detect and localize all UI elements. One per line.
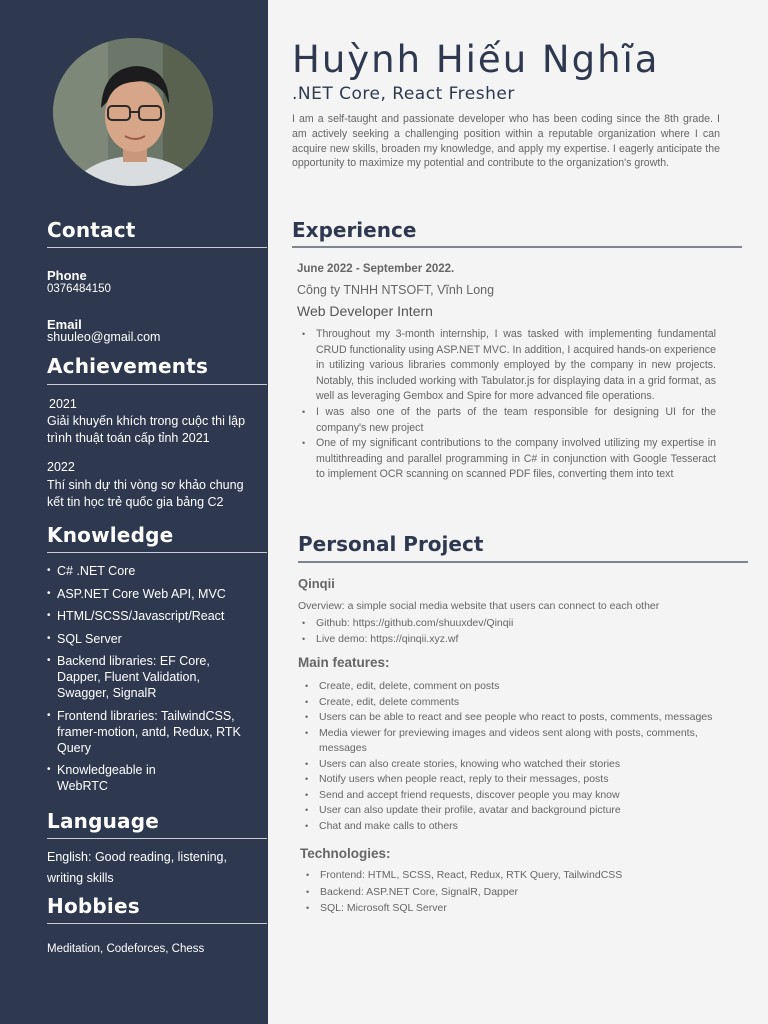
language-text: English: Good reading, listening, writing skills — [47, 850, 227, 885]
hobbies-heading: Hobbies — [47, 894, 140, 918]
achievement-year: 2022 — [47, 460, 75, 474]
experience-bullets — [298, 327, 716, 483]
list-item: • Create, edit, delete, comment on posts — [301, 679, 741, 695]
list-item: • SQL: Microsoft SQL Server — [302, 900, 722, 917]
candidate-name: Huỳnh Hiếu Nghĩa — [292, 38, 660, 81]
email-label: Email — [47, 317, 82, 332]
achievements-divider — [47, 384, 267, 385]
achievement-year: 2021 — [49, 397, 77, 411]
list-item: • User can also update their profile, avatar and background picture — [301, 803, 741, 819]
phone-label: Phone — [47, 268, 87, 283]
experience-heading: Experience — [292, 218, 417, 242]
experience-divider — [292, 246, 742, 248]
sidebar — [0, 0, 268, 1024]
project-name: Qinqii — [298, 576, 335, 591]
knowledge-list — [47, 563, 259, 794]
hobbies-text: Meditation, Codeforces, Chess — [47, 943, 205, 955]
language-divider — [47, 838, 267, 839]
contact-divider — [47, 247, 267, 248]
list-item: • Backend: ASP.NET Core, SignalR, Dapper — [302, 884, 722, 901]
achievement-text: Thí sinh dự thi vòng sơ khảo chung kết tin học trẻ quốc gia bảng C2 — [47, 478, 244, 509]
list-item: • Users can also create stories, knowing who watched their stories — [301, 757, 741, 773]
list-item: • Frontend libraries: TailwindCSS, framer-motion, antd, Redux, RTK Query — [47, 708, 252, 756]
technologies-list — [302, 867, 722, 917]
knowledge-heading: Knowledge — [47, 523, 174, 547]
profile-photo-illustration — [53, 38, 213, 186]
list-item: • Knowledgeable in WebRTC — [47, 762, 182, 794]
phone-value: 0376484150 — [47, 283, 111, 295]
experience-company: Công ty TNHH NTSOFT, Vĩnh Long — [297, 283, 495, 297]
project-heading: Personal Project — [298, 532, 484, 556]
experience-title: Web Developer Intern — [297, 303, 433, 319]
list-item: • Users can be able to react and see people who react to posts, comments, messages — [301, 710, 741, 726]
project-overview: Overview: a simple social media website that users can connect to each other — [298, 600, 660, 612]
list-item: • Create, edit, delete comments — [301, 695, 741, 711]
features-heading: Main features: — [298, 655, 390, 670]
list-item: • Throughout my 3-month internship, I was tasked with implementing fundamental CRUD functionality using ASP.NET MVC. In addition, I acquired hands-on experience in utilizing various libraries commonly employed by the company in new projects. Notably, this included working with Tabulator.js for displaying data in a grid format, as well as leveraging Gembox and Spire for more advanced file operations. — [298, 327, 716, 405]
list-item: • SQL Server — [47, 631, 259, 647]
live-demo-link[interactable]: • Live demo: https://qinqii.xyz.wf — [298, 632, 718, 648]
features-list — [301, 679, 741, 834]
list-item: • HTML/SCSS/Javascript/React — [47, 608, 259, 624]
list-item: • Frontend: HTML, SCSS, React, Redux, RTK Query, TailwindCSS — [302, 867, 722, 884]
list-item: • Media viewer for previewing images and videos sent along with posts, comments, messages — [301, 726, 741, 757]
list-item: • I was also one of the parts of the team responsible for designing UI for the company's new project — [298, 405, 716, 436]
list-item: • One of my significant contributions to the company involved utilizing my expertise in multithreading and parallel programming in C# in conjunction with Google Tesseract to implement OCR scanning on scanned PDF files, converting them into text — [298, 436, 716, 483]
summary-text: I am a self-taught and passionate developer who has been coding since the 8th grade. I am actively seeking a challenging position within a reputable organization where I can acquire new skills, broaden my knowledge, and apply my expertise. I eagerly anticipate the opportunity to maximize my potential and contribute to the organization's growth. — [292, 113, 720, 170]
project-links — [298, 616, 718, 647]
list-item: • Backend libraries: EF Core, Dapper, Fluent Validation, Swagger, SignalR — [47, 653, 232, 701]
list-item: • ASP.NET Core Web API, MVC — [47, 586, 259, 602]
achievement-text: Giải khuyến khích trong cuộc thi lập trình thuật toán cấp tỉnh 2021 — [47, 414, 246, 445]
hobbies-divider — [47, 923, 267, 924]
email-value[interactable]: shuuleo@gmail.com — [47, 330, 161, 344]
list-item: • Notify users when people react, reply to their messages, posts — [301, 772, 741, 788]
profile-photo — [53, 38, 213, 186]
technologies-heading: Technologies: — [300, 846, 391, 861]
main-content — [268, 0, 768, 1024]
knowledge-divider — [47, 552, 267, 553]
achievements-heading: Achievements — [47, 354, 209, 378]
github-link[interactable]: • Github: https://github.com/shuuxdev/Qinqii — [298, 616, 718, 632]
list-item: • Send and accept friend requests, discover people you may know — [301, 788, 741, 804]
experience-period: June 2022 - September 2022. — [297, 263, 455, 275]
contact-heading: Contact — [47, 218, 136, 242]
candidate-role: .NET Core, React Fresher — [292, 84, 515, 104]
list-item: • C# .NET Core — [47, 563, 259, 579]
list-item: • Chat and make calls to others — [301, 819, 741, 835]
project-divider — [298, 561, 748, 563]
language-heading: Language — [47, 809, 160, 833]
